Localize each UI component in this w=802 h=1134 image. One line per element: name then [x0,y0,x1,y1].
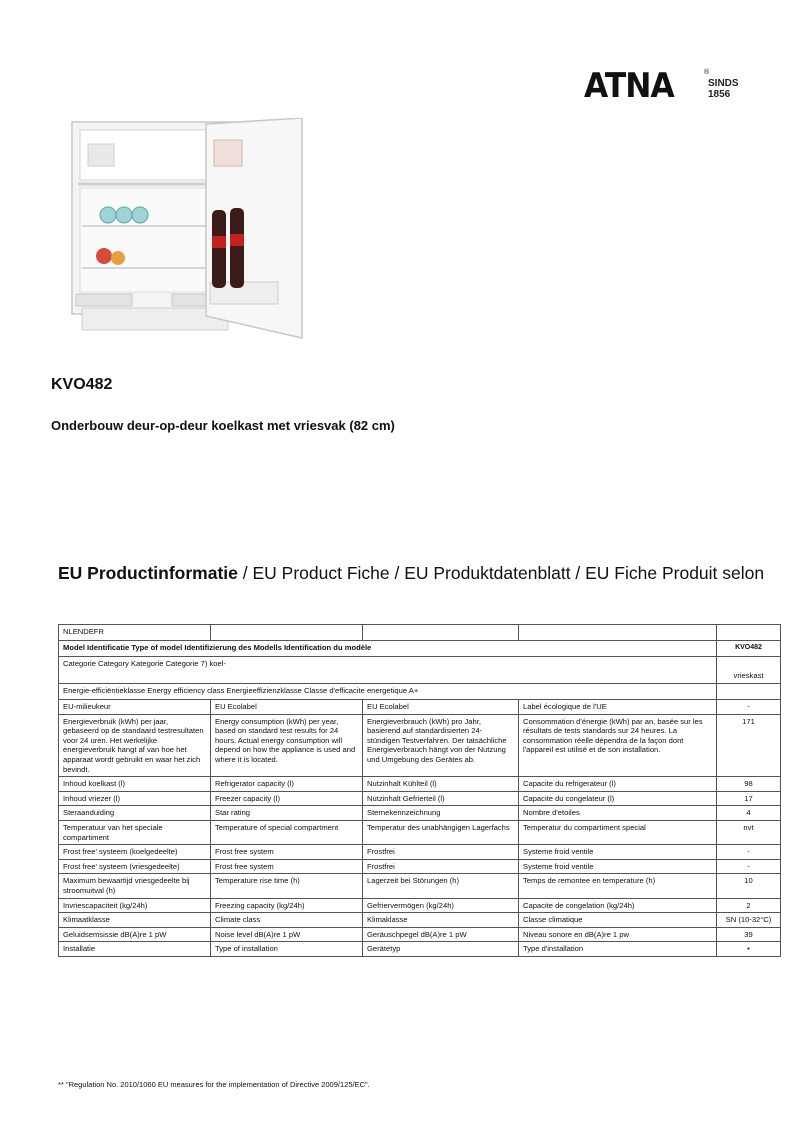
table-row [59,777,781,792]
brand-since-year: 1856 [708,89,731,100]
label-cell-nl: Invriescapaciteit (kg/24h) [59,898,211,913]
value-cell: 4 [717,806,781,821]
value-cell: nvt [717,820,781,844]
label-cell-en: Temperature rise time (h) [211,874,363,898]
label-cell-nl: Geluidsemsissie dB(A)re 1 pW [59,927,211,942]
table-row [59,845,781,860]
brand-logo [584,66,754,106]
label-cell-fr: Label écologique de l'UE [519,700,717,715]
label-cell-en: Energy consumption (kWh) per year, based on standard test results for 24 hours. Actual energy consumption will depend on how the appliance is used and where it is located. [211,714,363,777]
brand-since-label: SINDS [708,78,739,89]
value-cell: - [717,700,781,715]
label-cell-de: Frostfrei [363,859,519,874]
label-cell-de: Energieverbrauch (kWh) pro Jahr, basierend auf standardisierten 24-stündigen Testverfahren. Der tatsächliche Energieverbrauch hängt von der Nutzung und Umgebung des Gerätes ab. [363,714,519,777]
fiche-title-bold: EU Productinformatie [58,563,238,583]
label-cell-fr: Systeme froid ventile [519,845,717,860]
label-cell-de: Frostfrei [363,845,519,860]
label-cell-en: Frost free system [211,845,363,860]
label-cell-fr: Classe climatique [519,913,717,928]
table-row [59,859,781,874]
label-cell-nl: Installatie [59,942,211,957]
table-row [59,913,781,928]
footnote: ** "Regulation No. 2010/1060 EU measures for the implementation of Directive 2009/125/EC". [58,1080,370,1089]
fiche-title [58,563,764,584]
label-cell-de: Klimaklasse [363,913,519,928]
label-cell-de: Nutzinhalt Kühlteil (l) [363,777,519,792]
fridge-icon [68,118,308,342]
label-cell-en: Frost free system [211,859,363,874]
lang-row-cell: NLENDEFR [59,625,211,641]
table-row [59,820,781,844]
table-row [59,657,781,684]
value-cell: 98 [717,777,781,792]
label-cell-fr: Type d'installation [519,942,717,957]
label-cell-de: Sternekennzeichnung [363,806,519,821]
product-fiche-table [58,624,781,957]
fiche-title-rest: / EU Product Fiche / EU Produktdatenblatt / EU Fiche Produit selon [237,563,765,583]
label-cell-nl: Maximum bewaartijd vriesgedeelte bij stroomuitval (h) [59,874,211,898]
label-cell-en: Freezer capacity (l) [211,791,363,806]
table-row [59,898,781,913]
label-cell-de: Geräuschpegel dB(A)re 1 pW [363,927,519,942]
model-value-cell: KVO482 [717,641,781,657]
brand-since [708,78,739,100]
label-cell-en: EU Ecolabel [211,700,363,715]
label-cell-en: Star rating [211,806,363,821]
label-cell-fr: Consommation d'énergie (kWh) par an, basée sur les résultats de tests standards sur 24 heures. La consommation réelle dépendra de la façon dont l'appareil est utilisé et de son installation. [519,714,717,777]
label-cell-nl: Klimaatklasse [59,913,211,928]
table-row [59,874,781,898]
brand-logo-wordmark: ATNA [584,66,674,106]
label-cell-en: Freezing capacity (kg/24h) [211,898,363,913]
label-cell-nl: EU-milieukeur [59,700,211,715]
label-cell-en: Noise level dB(A)re 1 pW [211,927,363,942]
label-cell-fr: Capacite de congelation (kg/24h) [519,898,717,913]
value-cell: 2 [717,898,781,913]
value-cell: 17 [717,791,781,806]
table-row [59,625,781,641]
label-cell-en: Type of installation [211,942,363,957]
table-row [59,714,781,777]
label-cell-de: EU Ecolabel [363,700,519,715]
table-row [59,700,781,715]
label-cell-nl: Frost free' systeem (vriesgedeelte) [59,859,211,874]
label-cell-en: Temperature of special compartment [211,820,363,844]
product-model: KVO482 [51,376,113,393]
table-row [59,927,781,942]
label-cell-de: Lagerzeit bei Störungen (h) [363,874,519,898]
label-cell-de: Nutzinhalt Gefrierteil (l) [363,791,519,806]
value-cell: SN (10-32°C) [717,913,781,928]
energy-class-cell: Energie-efficiëntieklasse Energy efficiency class Energieeffizienzklasse Classe d'efficacite energetique A+ [59,684,717,700]
model-label-cell: Model Identificatie Type of model Identifizierung des Modells Identification du modèle [59,641,717,657]
table-row [59,791,781,806]
product-description: Onderbouw deur-op-deur koelkast met vriesvak (82 cm) [51,418,395,433]
label-cell-nl: Inhoud koelkast (l) [59,777,211,792]
category-value-cell: vrieskast [717,657,781,684]
label-cell-nl: Temperatuur van het speciale compartiment [59,820,211,844]
value-cell: 10 [717,874,781,898]
label-cell-de: Gefriervermögen (kg/24h) [363,898,519,913]
table-row [59,641,781,657]
fiche-rows [59,700,781,957]
label-cell-fr: Capacite du refrigerateur (l) [519,777,717,792]
table-row [59,806,781,821]
label-cell-fr: Temperatur du compartiment special [519,820,717,844]
label-cell-fr: Nombre d'etoiles [519,806,717,821]
label-cell-de: Temperatur des unabhängigen Lagerfachs [363,820,519,844]
label-cell-nl: Inhoud vriezer (l) [59,791,211,806]
value-cell: - [717,859,781,874]
value-cell: - [717,845,781,860]
label-cell-fr: Temps de remontee en temperature (h) [519,874,717,898]
label-cell-nl: Steraanduiding [59,806,211,821]
table-row [59,942,781,957]
label-cell-nl: Energieverbruik (kWh) per jaar, gebaseerd op de standaard testresultaten voor 24 uren. Het werkelijke energieverbruik hangt af van hoe het apparaat wordt gebruikt en waar het zich bevindt. [59,714,211,777]
value-cell: 171 [717,714,781,777]
category-label-cell: Categorie Category Kategorie Categorie 7) koel- [59,657,717,684]
label-cell-fr: Capacite du congelateur (l) [519,791,717,806]
label-cell-fr: Systeme froid ventile [519,859,717,874]
label-cell-en: Climate class [211,913,363,928]
label-cell-de: Gerätetyp [363,942,519,957]
label-cell-nl: Frost free' systeem (koelgedeelte) [59,845,211,860]
label-cell-fr: Niveau sonore en dB(A)re 1 pw [519,927,717,942]
value-cell: • [717,942,781,957]
label-cell-en: Refrigerator capacity (l) [211,777,363,792]
table-row [59,684,781,700]
value-cell: 39 [717,927,781,942]
registered-mark: ® [704,69,710,76]
